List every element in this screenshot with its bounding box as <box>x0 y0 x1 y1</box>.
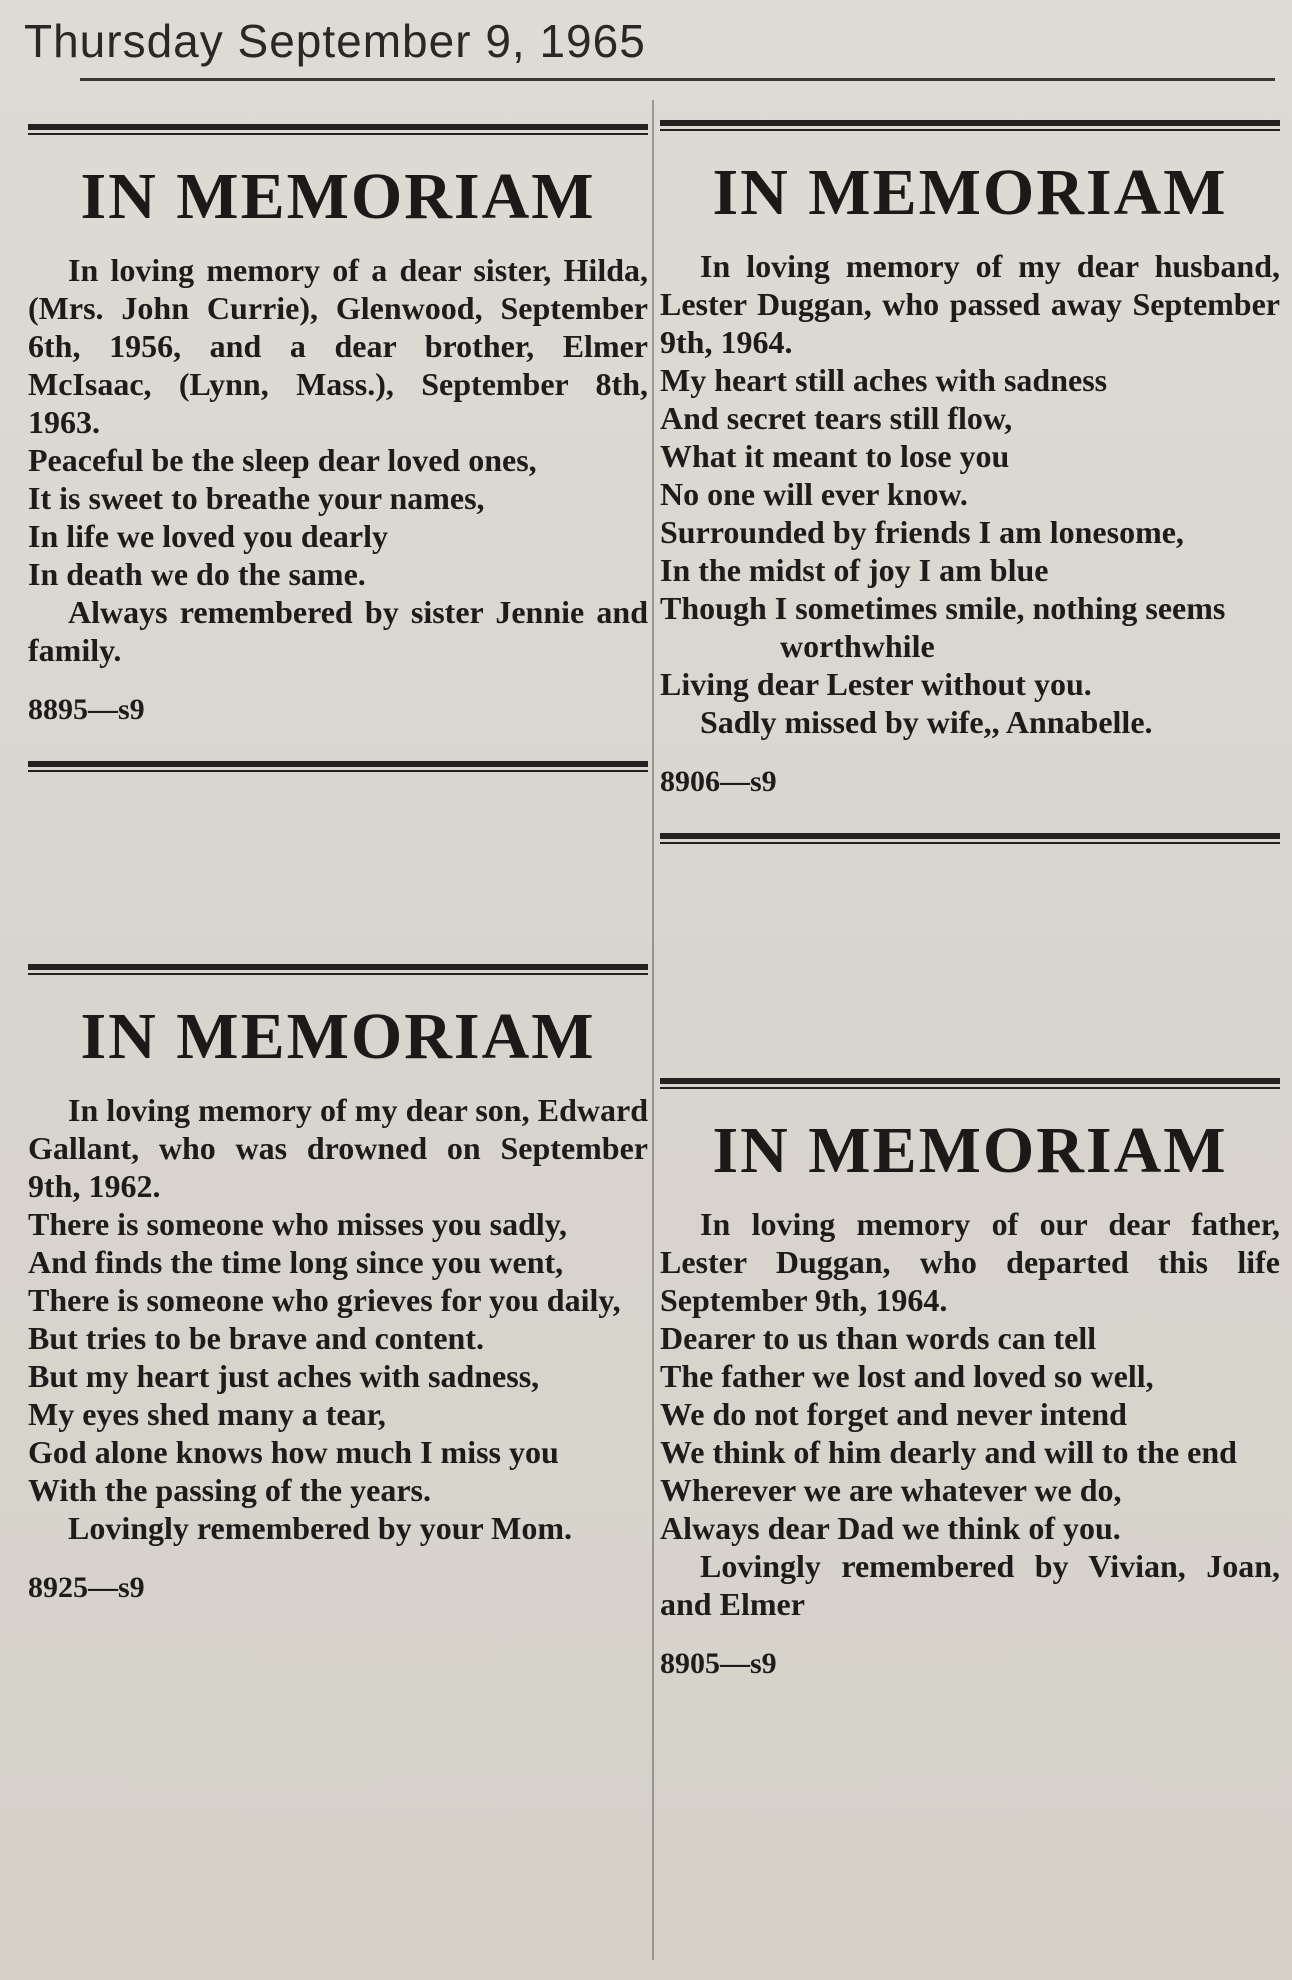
notice-bottom-rule <box>28 761 648 772</box>
verse-line: In the midst of joy I am blue <box>660 552 1049 588</box>
verse-line: There is someone who misses you sadly, <box>28 1206 568 1242</box>
notice-top-rule <box>660 1078 1280 1089</box>
verse-line: In death we do the same. <box>28 556 366 592</box>
notice-signoff: Lovingly remembered by Vivian, Joan, and Elmer <box>660 1548 1280 1622</box>
verse-line: No one will ever know. <box>660 476 968 512</box>
verse-line: And secret tears still flow, <box>660 400 1013 436</box>
notice-signoff: Sadly missed by wife,, Annabelle. <box>700 704 1153 740</box>
notice-intro: In loving memory of my dear husband, Lester Duggan, who passed away September 9th, 1964. <box>660 248 1280 360</box>
verse-line: Wherever we are whatever we do, <box>660 1472 1122 1508</box>
notice-heading: IN MEMORIAM <box>712 156 1228 229</box>
memoriam-notice-lester-children <box>660 1078 1280 1681</box>
dateline-rule <box>80 78 1275 81</box>
verse-line: In life we loved you dearly <box>28 518 388 554</box>
memoriam-notice-hilda-elmer <box>28 124 648 772</box>
verse-line: But tries to be brave and content. <box>28 1320 484 1356</box>
notice-intro: In loving memory of a dear sister, Hilda, (Mrs. John Currie), Glenwood, September 6th, 1956, and a dear brother, Elmer McIsaac, (Lynn, Mass.), September 8th, 1963. <box>28 252 648 440</box>
verse-line: We think of him dearly and will to the end <box>660 1434 1237 1470</box>
verse-line: Though I sometimes smile, nothing seems worthwhile <box>660 590 1226 664</box>
verse-line: Surrounded by friends I am lonesome, <box>660 514 1184 550</box>
notice-intro: In loving memory of my dear son, Edward Gallant, who was drowned on September 9th, 1962. <box>28 1092 648 1204</box>
notice-heading: IN MEMORIAM <box>80 1000 596 1073</box>
verse-line: God alone knows how much I miss you <box>28 1434 559 1470</box>
notice-top-rule <box>28 964 648 975</box>
verse-line: And finds the time long since you went, <box>28 1244 564 1280</box>
notice-signoff: Lovingly remembered by your Mom. <box>68 1510 572 1546</box>
notice-top-rule <box>28 124 648 135</box>
verse-line: With the passing of the years. <box>28 1472 431 1508</box>
column-divider <box>652 100 654 1960</box>
verse-line: My heart still aches with sadness <box>660 362 1108 398</box>
verse-line: Always dear Dad we think of you. <box>660 1510 1121 1546</box>
notice-body <box>660 247 1280 741</box>
notice-body <box>28 251 648 669</box>
notice-signoff: Always remembered by sister Jennie and family. <box>28 594 648 668</box>
notice-ref-number: 8906—s9 <box>660 765 777 798</box>
notice-heading: IN MEMORIAM <box>712 1114 1228 1187</box>
verse-line: But my heart just aches with sadness, <box>28 1358 540 1394</box>
verse-line: Dearer to us than words can tell <box>660 1320 1097 1356</box>
memoriam-notice-edward-gallant <box>28 964 648 1605</box>
verse-line: Living dear Lester without you. <box>660 666 1092 702</box>
dateline: Thursday September 9, 1965 <box>24 15 646 67</box>
verse-line: My eyes shed many a tear, <box>28 1396 386 1432</box>
notice-intro: In loving memory of our dear father, Lester Duggan, who departed this life September 9th, 1964. <box>660 1206 1280 1318</box>
verse-line: There is someone who grieves for you daily, <box>28 1282 621 1318</box>
notice-ref-number: 8925—s9 <box>28 1571 145 1604</box>
notice-heading: IN MEMORIAM <box>80 160 596 233</box>
verse-line: Peaceful be the sleep dear loved ones, <box>28 442 537 478</box>
verse-line: What it meant to lose you <box>660 438 1010 474</box>
notice-bottom-rule <box>660 833 1280 844</box>
memoriam-notice-lester-wife <box>660 120 1280 844</box>
notice-ref-number: 8905—s9 <box>660 1647 777 1680</box>
verse-line: The father we lost and loved so well, <box>660 1358 1154 1394</box>
notice-body <box>660 1205 1280 1623</box>
notice-top-rule <box>660 120 1280 131</box>
verse-line: It is sweet to breathe your names, <box>28 480 485 516</box>
verse-line: We do not forget and never intend <box>660 1396 1127 1432</box>
notice-ref-number: 8895—s9 <box>28 693 145 726</box>
notice-body <box>28 1091 648 1547</box>
